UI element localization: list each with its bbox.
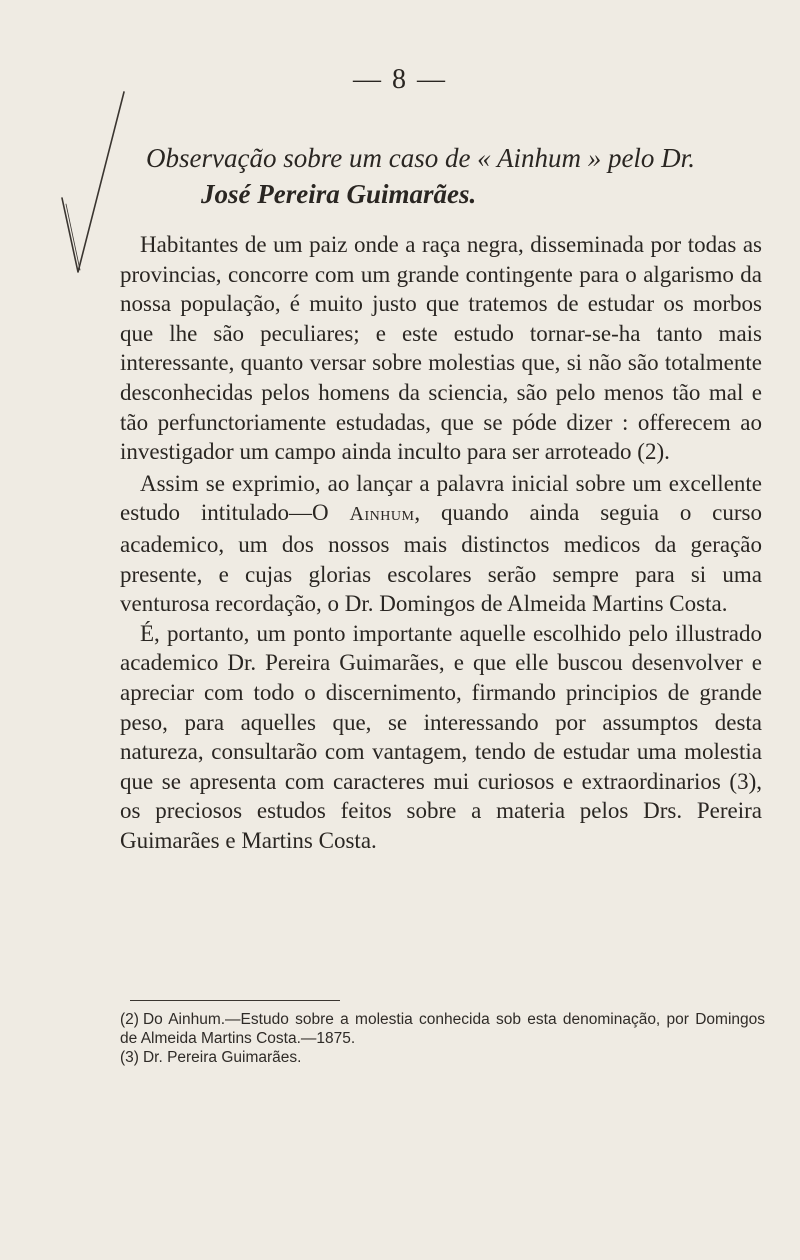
paragraph-text: É, portanto, um ponto importante aquelle escolhido pelo illustrado academico Dr. Pereira Guimarães, e que elle buscou desenvolver e apreciar com todo o discernimento, firmando principios de grande peso, para aquelles que, se interessando por assumptos desta natureza, consultarão com vantagem, tendo de estudar uma molestia que se apresenta com caracteres mui curiosos e extraordinarios (3), os preciosos estudos feitos sobre a materia pelos Drs. Pereira Guimarães e Martins Costa.	[120, 620, 762, 853]
paragraph	[120, 469, 762, 619]
paragraph-smallcaps: Ainhum	[349, 503, 415, 526]
title-line-2: José Pereira Guimarães.	[201, 179, 477, 209]
page-number: — 8 —	[353, 64, 447, 95]
footnote	[120, 1010, 765, 1048]
check-mark-icon	[58, 86, 128, 276]
article-title	[146, 140, 786, 212]
body-text	[120, 230, 762, 857]
footnote-number: (3)	[120, 1049, 139, 1066]
footnote-divider	[130, 1000, 340, 1001]
paragraph-text-after: , quando ainda seguia o curso academico, um dos nossos mais distinctos medicos da geração presente, e cujas glorias escolares serão sempre para si uma venturosa recordação, o Dr. Domingos de Almeida Martins Costa.	[120, 500, 762, 617]
paragraph	[120, 619, 762, 858]
paragraph	[120, 230, 762, 469]
footnotes	[120, 1010, 765, 1067]
paragraph-text: Assim se exprimio, ao lançar a palavra inicial sobre um excellente estudo intitulado—O	[120, 470, 762, 526]
paragraph-text: Habitantes de um paiz onde a raça negra, disseminada por todas as provincias, concorre com um grande contingente para o algarismo da nossa população, é muito justo que tratemos de estudar os morbos que lhe são peculiares; e este estudo tornar-se-ha tanto mais interessante, quanto versar sobre molestias que, si não são totalmente desconhecidas pelos homens da sciencia, são pelo menos tão mal e tão perfunctoriamente estudadas, que se póde dizer : offerecem ao investigador um campo ainda inculto para ser arroteado (2).	[120, 232, 762, 465]
footnote-number: (2)	[120, 1011, 139, 1028]
title-line-1: Observação sobre um caso de « Ainhum » pelo Dr.	[146, 143, 695, 173]
footnote-text: Dr. Pereira Guimarães.	[142, 1049, 302, 1066]
footnote	[120, 1048, 765, 1067]
footnote-text: Do Ainhum.—Estudo sobre a molestia conhecida sob esta denominação, por Domingos de Almeida Martins Costa.—1875.	[120, 1011, 765, 1047]
